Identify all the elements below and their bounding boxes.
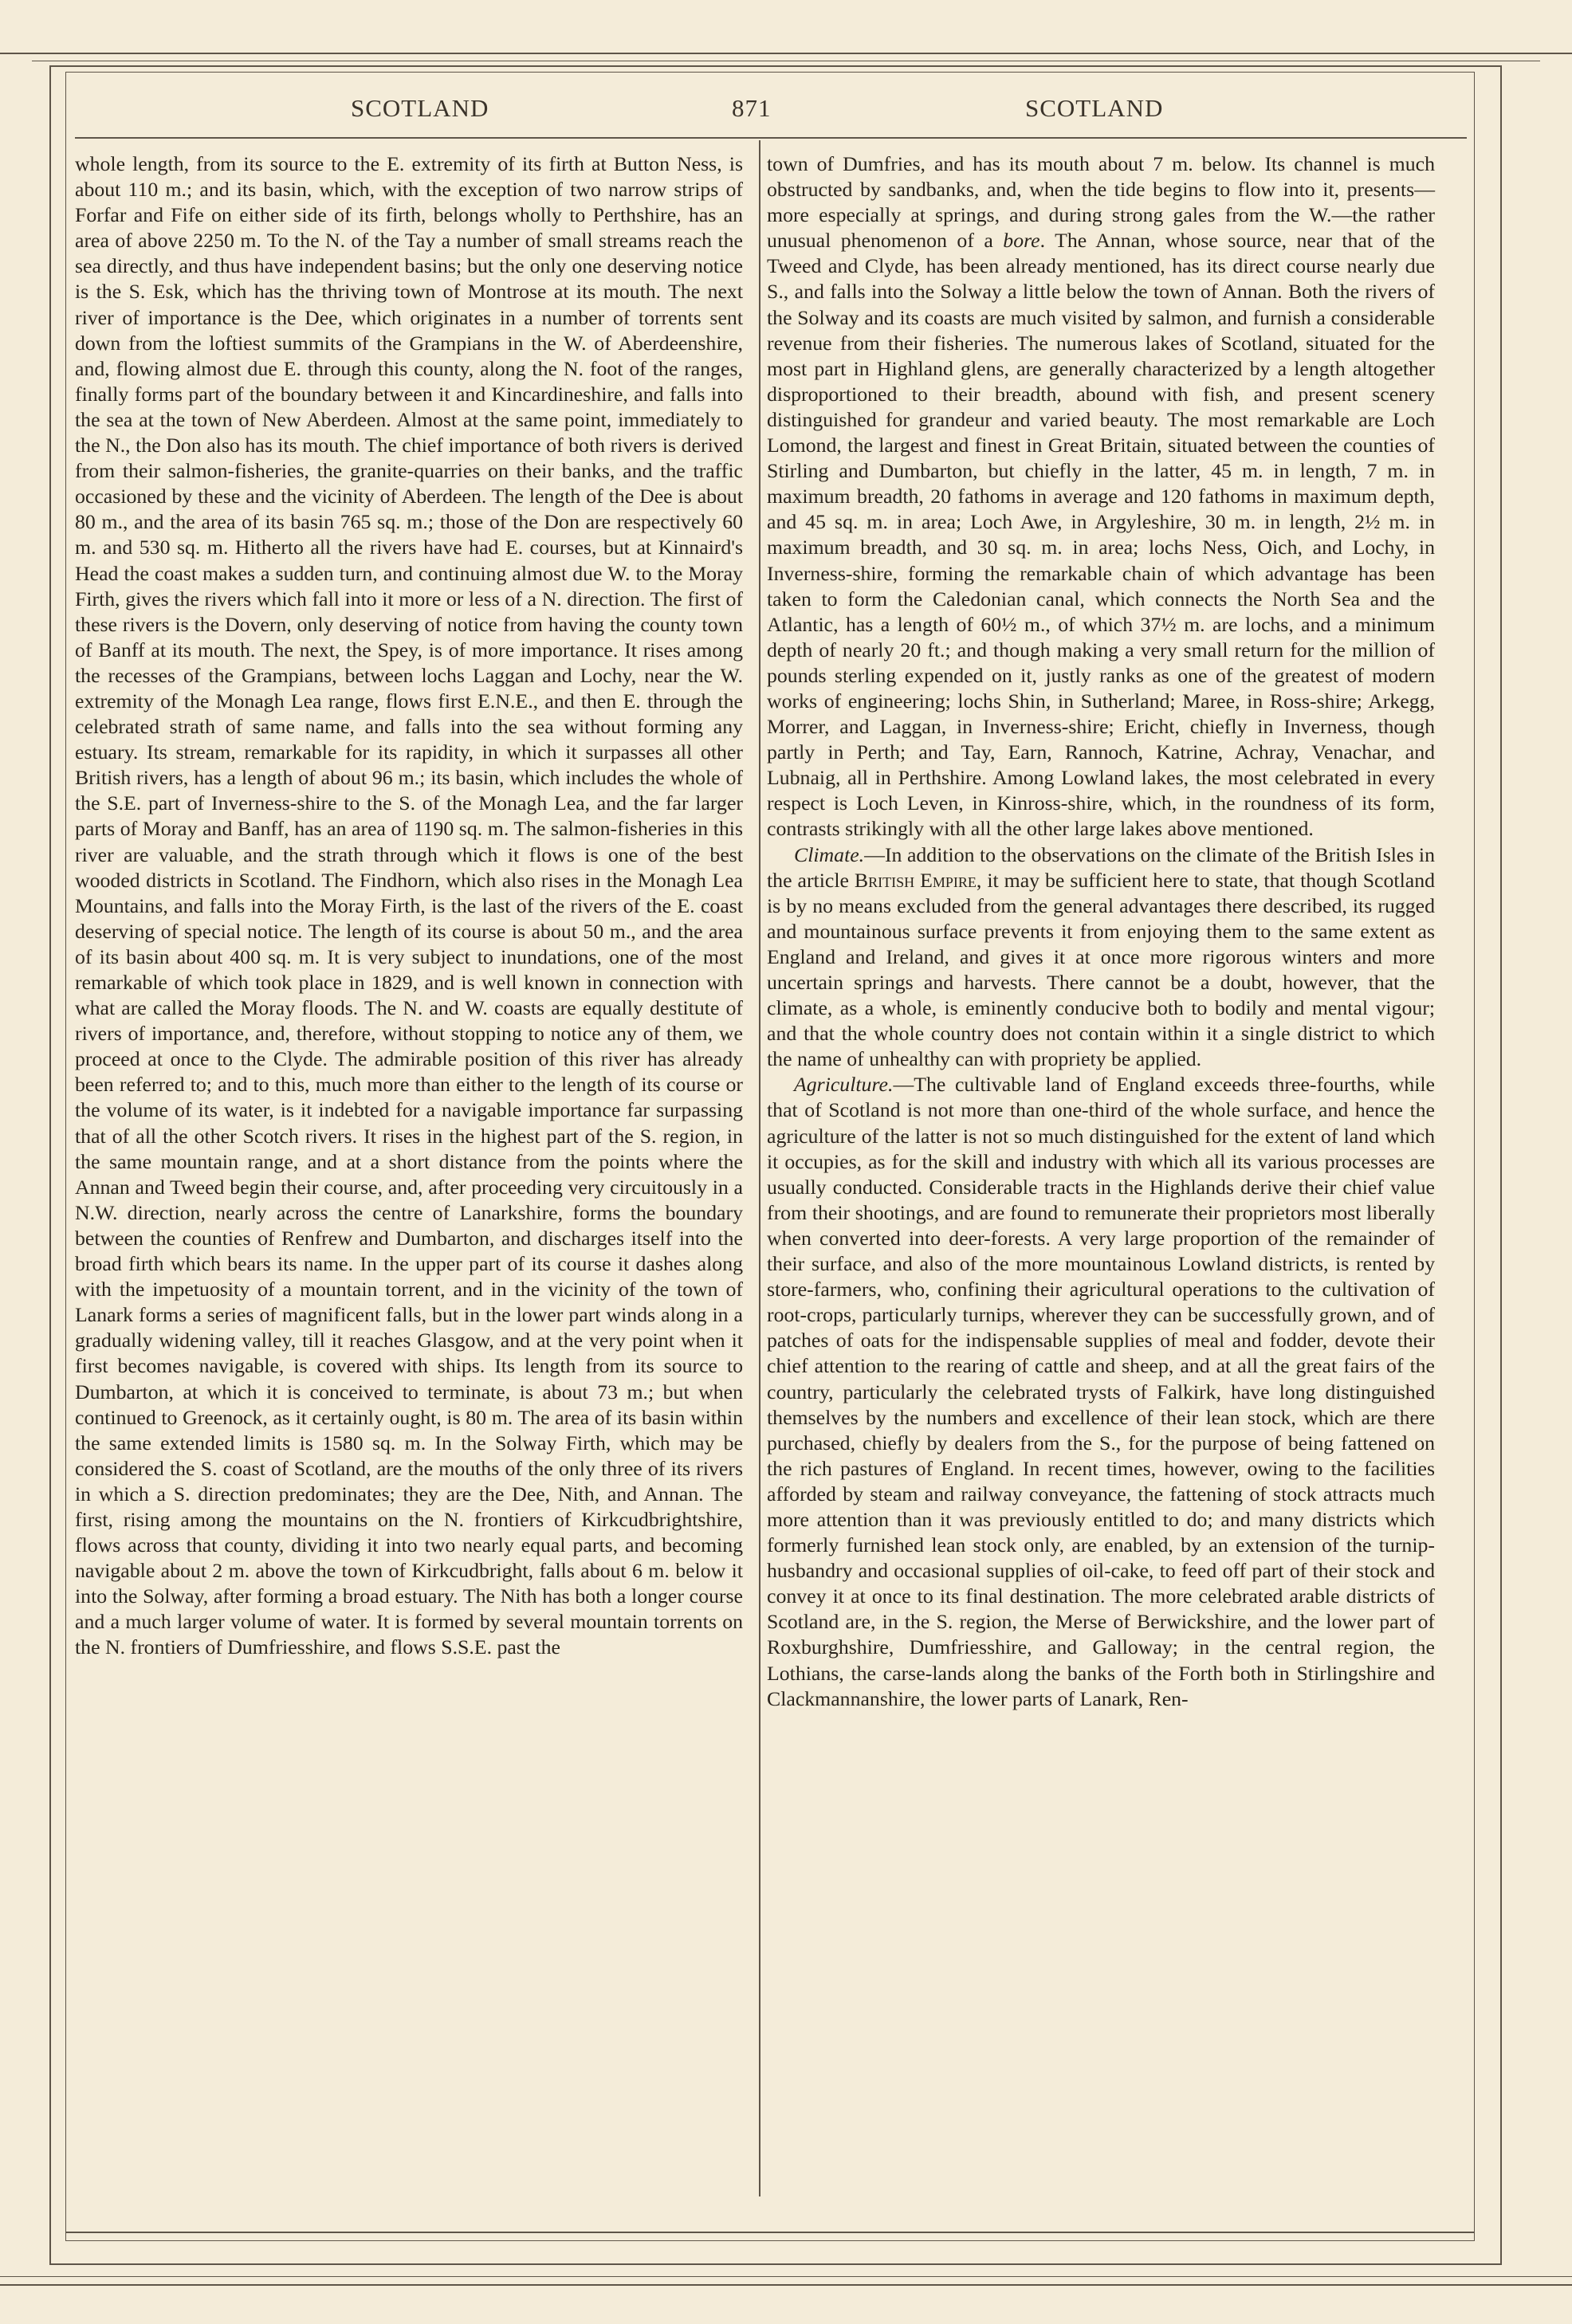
- agriculture-paragraph: Agriculture.—The cultivable land of England exceeds three-fourths, while that of Scotland is not more than one-third of the whole surface, and hence the agriculture of the latter is not so much distinguished for the extent of land which it occupies, as for the skill and industry with which all its various processes are usually conducted. Considerable tracts in the Highlands derive their chief value from their shootings, and are found to remunerate their proprietors most liberally when converted into deer-forests. A very large proportion of the remainder of their surface, and also of the more mountainous Lowland districts, is rented by store-farmers, who, confining their agricultural operations to the cultivation of root-crops, particularly turnips, wherever they can be successfully grown, and of patches of oats for the indispensable supplies of meal and fodder, devote their chief attention to the rearing of cattle and sheep, and at all the great fairs of the country, particularly the celebrated trysts of Falkirk, have long distinguished themselves by the numbers and excellence of their lean stock, which are there purchased, chiefly by dealers from the S., for the purpose of being fattened on the rich pastures of England. In recent times, however, owing to the facilities afforded by steam and railway conveyance, the fattening of stock attracts much more attention than it was previously entitled to do; and many districts which formerly furnished lean stock only, are enabled, by an extension of the turnip-husbandry and occasional supplies of oil-cake, to feed off part of their stock and convey it at once to its final destination. The more celebrated arable districts of Scotland are, in the S. region, the Merse of Berwickshire, and the lower part of Roxburghshire, Dumfriesshire, and Galloway; in the central region, the Lothians, the carse-lands along the banks of the Forth both in Stirlingshire and Clackmannanshire, the lower parts of Lanark, Ren-: [767, 1073, 1435, 1710]
- column-divider: [759, 140, 760, 2196]
- running-head-left: SCOTLAND: [351, 94, 489, 122]
- agriculture-heading: Agriculture.: [794, 1073, 894, 1097]
- bottom-rule-thin: [0, 2276, 1572, 2277]
- header-rule: [75, 137, 1467, 139]
- climate-paragraph: Climate.—In addition to the observations on the climate of the British Isles in the article British Empire, it may be sufficient here to state, that though Scotland is by no means excluded from the general advantages there described, its rugged and mountainous surface prevents it from enjoying them to the same extent as England and Ireland, and gives it at once more rigorous winters and more uncertain springs and harvests. There cannot be a doubt, however, that the climate, as a whole, is eminently conducive both to bodily and mental vigour; and that the whole country does not contain within it a single district to which the name of unhealthy can with propriety be applied.: [767, 842, 1435, 1071]
- british-empire-reference: British Empire: [854, 868, 977, 892]
- bottom-rule: [0, 2284, 1572, 2286]
- outer-rule-top: [0, 53, 1572, 54]
- running-head-right: SCOTLAND: [1025, 94, 1164, 122]
- right-column: [767, 151, 1435, 1712]
- climate-heading: Climate.: [794, 842, 865, 866]
- page-number: 871: [732, 94, 772, 122]
- left-column: [75, 151, 743, 1661]
- river-paragraph: whole length, from its source to the E. extremity of its firth at Button Ness, is about 110 m.; and its basin, which, with the exception of two narrow strips of Forfar and Fife on either side of its firth, belongs wholly to Perthshire, has an area of above 2250 m. To the N. of the Tay a number of small streams reach the sea directly, and thus have independent basins; but the only one deserving notice is the S. Esk, which has the thriving town of Montrose at its mouth. The next river of importance is the Dee, which originates in a number of torrents sent down from the loftiest summits of the Grampians in the W. of Aberdeenshire, and, flowing almost due E. through this county, along the N. foot of the ranges, finally forms part of the boundary between it and Kincardineshire, and falls into the sea at the town of New Aberdeen. Almost at the same point, immediately to the N., the Don also has its mouth. The chief importance of both rivers is derived from their salmon-fisheries, the granite-quarries on their banks, and the traffic occasioned by these and the vicinity of Aberdeen. The length of the Dee is about 80 m., and the area of its basin 765 sq. m.; those of the Don are respectively 60 m. and 530 sq. m. Hitherto all the rivers have had E. courses, but at Kinnaird's Head the coast makes a sudden turn, and continuing almost due W. to the Moray Firth, gives the rivers which fall into it more or less of a N. direction. The first of these rivers is the Dovern, only deserving of notice from having the county town of Banff at its mouth. The next, the Spey, is of more importance. It rises among the recesses of the Grampians, between lochs Laggan and Lochy, near the W. extremity of the Monagh Lea range, flows first E.N.E., and then E. through the celebrated strath of same name, and falls into the sea without forming any estuary. Its stream, remarkable for its rapidity, in which it surpasses all other British rivers, has a length of about 96 m.; its basin, which includes the whole of the S.E. part of Inverness-shire to the S. of the Monagh Lea, and the far larger parts of Moray and Banff, has an area of 1190 sq. m. The salmon-fisheries in this river are valuable, and the strath through which it flows is one of the best wooded districts in Scotland. The Findhorn, which also rises in the Monagh Lea Mountains, and falls into the Moray Firth, is the last of the rivers of the E. coast deserving of special notice. The length of its course is about 50 m., and the area of its basin about 400 sq. m. It is very subject to inundations, one of the most remarkable of which took place in 1829, and is well known in connection with what are called the Moray floods. The N. and W. coasts are equally destitute of rivers of importance, and, therefore, without stopping to notice any of them, we proceed at once to the Clyde. The admirable position of this river has already been referred to; and to this, much more than either to the length of its course or the volume of its water, is it indebted for a navigable importance far surpassing that of all the other Scotch rivers. It rises in the highest part of the S. region, in the same mountain range, and at a short distance from the points where the Annan and Tweed begin their course, and, after proceeding very circuitously in a N.W. direction, nearly across the centre of Lanarkshire, forms the boundary between the counties of Renfrew and Dumbarton, and discharges itself into the broad firth which bears its name. In the upper part of its course it dashes along with the impetuosity of a mountain torrent, and in the vicinity of the town of Lanark forms a series of magnificent falls, but in the lower part winds along in a gradually widening valley, till it reaches Glasgow, and at the very point when it first becomes navigable, is covered with ships. Its length from its source to Dumbarton, at which it is conceived to terminate, is about 73 m.; but when continued to Greenock, as it certainly ought, is 80 m. The area of its basin within the same extended limits is 1580 sq. m. In the Solway Firth, which may be considered the S. coast of Scotland, are the mouths of the only three of its rivers in which a S. direction predominates; they are the Dee, Nith, and Annan. The first, rising among the mountains on the N. frontiers of Kirkcudbrightshire, flows across that county, dividing it into two nearly equal parts, and becoming navigable about 2 m. above the town of Kirkcudbright, falls about 6 m. below it into the Solway, after forming a broad estuary. The Nith has both a longer course and a much larger volume of water. It is formed by several mountain torrents on the N. frontiers of Dumfriesshire, and flows S.S.E. past the: [75, 152, 743, 1659]
- lakes-paragraph: town of Dumfries, and has its mouth about 7 m. below. Its channel is much obstructed by sandbanks, and, when the tide begins to flow into it, presents—more especially at springs, and during strong gales from the W.—the rather unusual phenomenon of a bore. The Annan, whose source, near that of the Tweed and Clyde, has been already mentioned, has its direct course nearly due S., and falls into the Solway a little below the town of Annan. Both the rivers of the Solway and its coasts are much visited by salmon, and furnish a considerable revenue from their fisheries. The numerous lakes of Scotland, situated for the most part in Highland glens, are generally characterized by a length altogether disproportioned to their breadth, abound with fish, and present scenery distinguished for grandeur and varied beauty. The most remarkable are Loch Lomond, the largest and finest in Great Britain, situated between the counties of Stirling and Dumbarton, but chiefly in the latter, 45 m. in length, 7 m. in maximum breadth, 20 fathoms in average and 120 fathoms in maximum depth, and 45 sq. m. in area; Loch Awe, in Argyleshire, 30 m. in length, 2½ m. in maximum breadth, and 30 sq. m. in area; lochs Ness, Oich, and Lochy, in Inverness-shire, forming the remarkable chain of which advantage has been taken to form the Caledonian canal, which connects the North Sea and the Atlantic, has a length of 60½ m., of which 37½ m. are lochs, and a minimum depth of nearly 20 ft.; and though making a very small return for the million of pounds sterling expended on it, justly ranks as one of the greatest of modern works of engineering; lochs Shin, in Sutherland; Maree, in Ross-shire; Arkegg, Morrer, and Laggan, in Inverness-shire; Ericht, chiefly in Inverness, though partly in Perth; and Tay, Earn, Rannoch, Katrine, Achray, Venachar, and Lubnaig, all in Perthshire. Among Lowland lakes, the most celebrated in every respect is Loch Leven, in Kinross-shire, which, in the roundness of its form, contrasts strikingly with all the other large lakes above mentioned.: [767, 152, 1435, 841]
- bore-term: bore: [1003, 229, 1040, 253]
- footer-rule: [65, 2232, 1475, 2233]
